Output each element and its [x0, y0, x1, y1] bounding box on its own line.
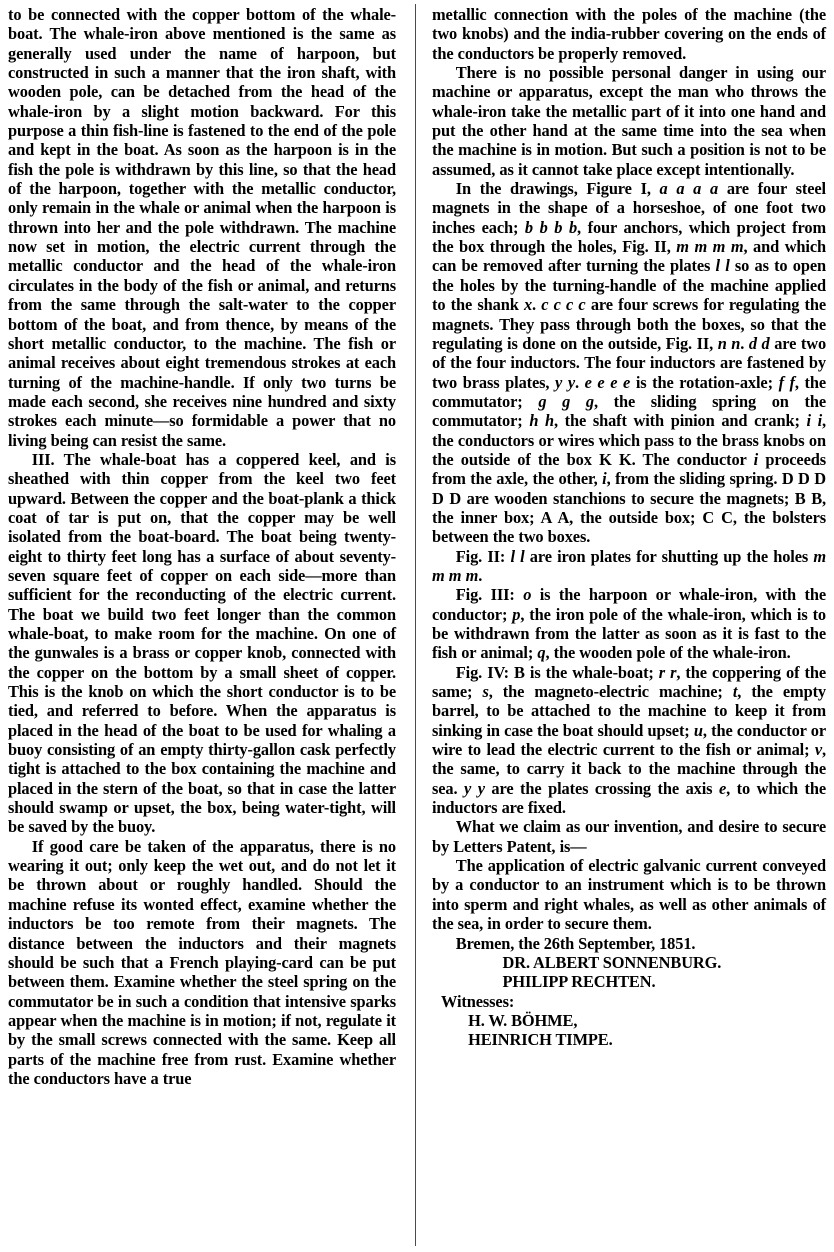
paragraph: If good care be taken of the apparatus, there is no wearing it out; only keep the wet out, and do not let it be thrown about or roughly handled. Should the machine refuse its wonted effect, examine whether the inductors be too remote from their magnets. The distance between the inductors and their magnets should be such that a French playing-card can be put between them. Examine whether the steel spring on the commutator be in such a condition that intensive sparks appear when the machine is in motion; if not, regulate it by the small screws connected with the same. Keep all parts of the machine free from rust. Examine whether the conductors have a true: [8, 836, 396, 1088]
witness-name-2: HEINRICH TIMPE.: [468, 1030, 613, 1050]
signature-block: [432, 934, 826, 1050]
paragraph: What we claim as our invention, and desire to secure by Letters Patent, is—: [432, 817, 826, 856]
paragraph: The application of electric galvanic current conveyed by a conductor to an instrument which is to be thrown into sperm and right whales, as well as other animals of the sea, in order to secure them.: [432, 856, 826, 934]
paragraph: III. The whale-boat has a coppered keel, and is sheathed with thin copper from the keel two feet upward. Between the copper and the boat-plank a thick coat of tar is put on, that the copper may be well isolated from the boat-board. The boat being twenty-eight to thirty feet long has a surface of about seventy-seven square feet of copper on each side—more than sufficient for the reconducting of the electric current. The boat we build two feet longer than the common whale-boat, to make room for the machine. On one of the gunwales is a brass or copper knob, connected with the copper on the bottom by a small sheet of copper. This is the knob on which the short conductor is to be tied, and referred to before. When the apparatus is placed in the head of the boat to be used for whaling a buoy consisting of an empty thirty-gallon cask perfectly tight is attached to the box containing the machine and placed in the stern of the boat, so that in case the latter should swamp or upset, the box, being water-tight, will be saved by the buoy.: [8, 449, 396, 837]
paragraph: to be connected with the copper bottom of the whale-boat. The whale-iron above mentioned is the same as generally used under the name of harpoon, but constructed in such a manner that the iron shaft, with wooden pole, can be detached from the head of the whale-iron by a slight motion backward. For this purpose a thin fish-line is fastened to the end of the pole and kept in the boat. As soon as the harpoon is in the fish the pole is withdrawn by this line, so that the head of the harpoon, together with the metallic conductor, only remain in the whale or animal when the harpoon is thrown into her and the pole withdrawn. The machine now set in motion, the electric current through the metallic conductor and the head of the whale-iron circulates in the body of the fish or animal, and returns from the same through the salt-water to the copper bottom of the boat, and from thence, by means of the short metallic conductor, to the machine. The fish or animal receives about eight tremendous strokes at each turning of the machine-handle. If only two turns be made each second, she receives nine hundred and sixty strokes each minute—so formidable a power that no living being can resist the same.: [8, 5, 396, 450]
paragraph: Fig. III: o is the harpoon or whale-iron, with the conductor; p, the iron pole of the whale-iron, which is to be withdrawn from the latter as soon as it is fast to the fish or animal; q, the wooden pole of the whale-iron.: [432, 585, 826, 663]
signer-name-1: DR. ALBERT SONNENBURG.: [502, 952, 722, 972]
paragraph: Fig. II: l l are iron plates for shutting up the holes m m m m.: [432, 546, 826, 585]
witnesses-label: Witnesses:: [441, 991, 515, 1011]
left-column: [0, 0, 414, 1088]
paragraph: In the drawings, Figure I, a a a a are four steel magnets in the shape of a horseshoe, of one foot two inches each; b b b b, four anchors, which project from the box through the holes, Fig. II, m m m m, and which can be removed after turning the plates l l so as to open the holes by the turning-handle of the machine applied to the shank x. c c c c are four screws for regulating the magnets. They pass through both the boxes, so that the regulating is done on the outside, Fig. II, n n. d d are two of the four inductors. The four inductors are fastened by two brass plates, y y. e e e e is the rotation-axle; f f, the commutator; g g g, the sliding spring on the commutator; h h, the shaft with pinion and crank; i i, the conductors or wires which pass to the brass knobs on the outside of the box K K. The conductor i proceeds from the axle, the other, i, from the sliding spring. D D D D D are wooden stanchions to secure the magnets; B B, the inner box; A A, the outside box; C C, the bolsters between the two boxes.: [432, 179, 827, 547]
right-column: [414, 0, 834, 1050]
paragraph: metallic connection with the poles of the machine (the two knobs) and the india-rubber covering on the ends of the conductors be properly removed.: [432, 5, 826, 63]
paragraph: There is no possible personal danger in using our machine or apparatus, except the man who throws the whale-iron take the metallic part of it into one hand and put the other hand at the same time into the sea when the machine is in motion. But such a position is not to be assumed, as it cannot take place except intentionally.: [432, 63, 826, 179]
paragraph: Fig. IV: B is the whale-boat; r r, the coppering of the same; s, the magneto-electric machine; t, the empty barrel, to be attached to the machine to keep it from sinking in case the boat should upset; u, the conductor or wire to lead the electric current to the fish or animal; v, the same, to carry it back to the machine through the sea. y y are the plates crossing the axis e, to which the inductors are fixed.: [432, 662, 826, 818]
place-and-date: Bremen, the 26th September, 1851.: [455, 933, 696, 953]
witness-name-1: H. W. BÖHME,: [468, 1010, 578, 1030]
signer-name-2: PHILIPP RECHTEN.: [502, 972, 656, 992]
